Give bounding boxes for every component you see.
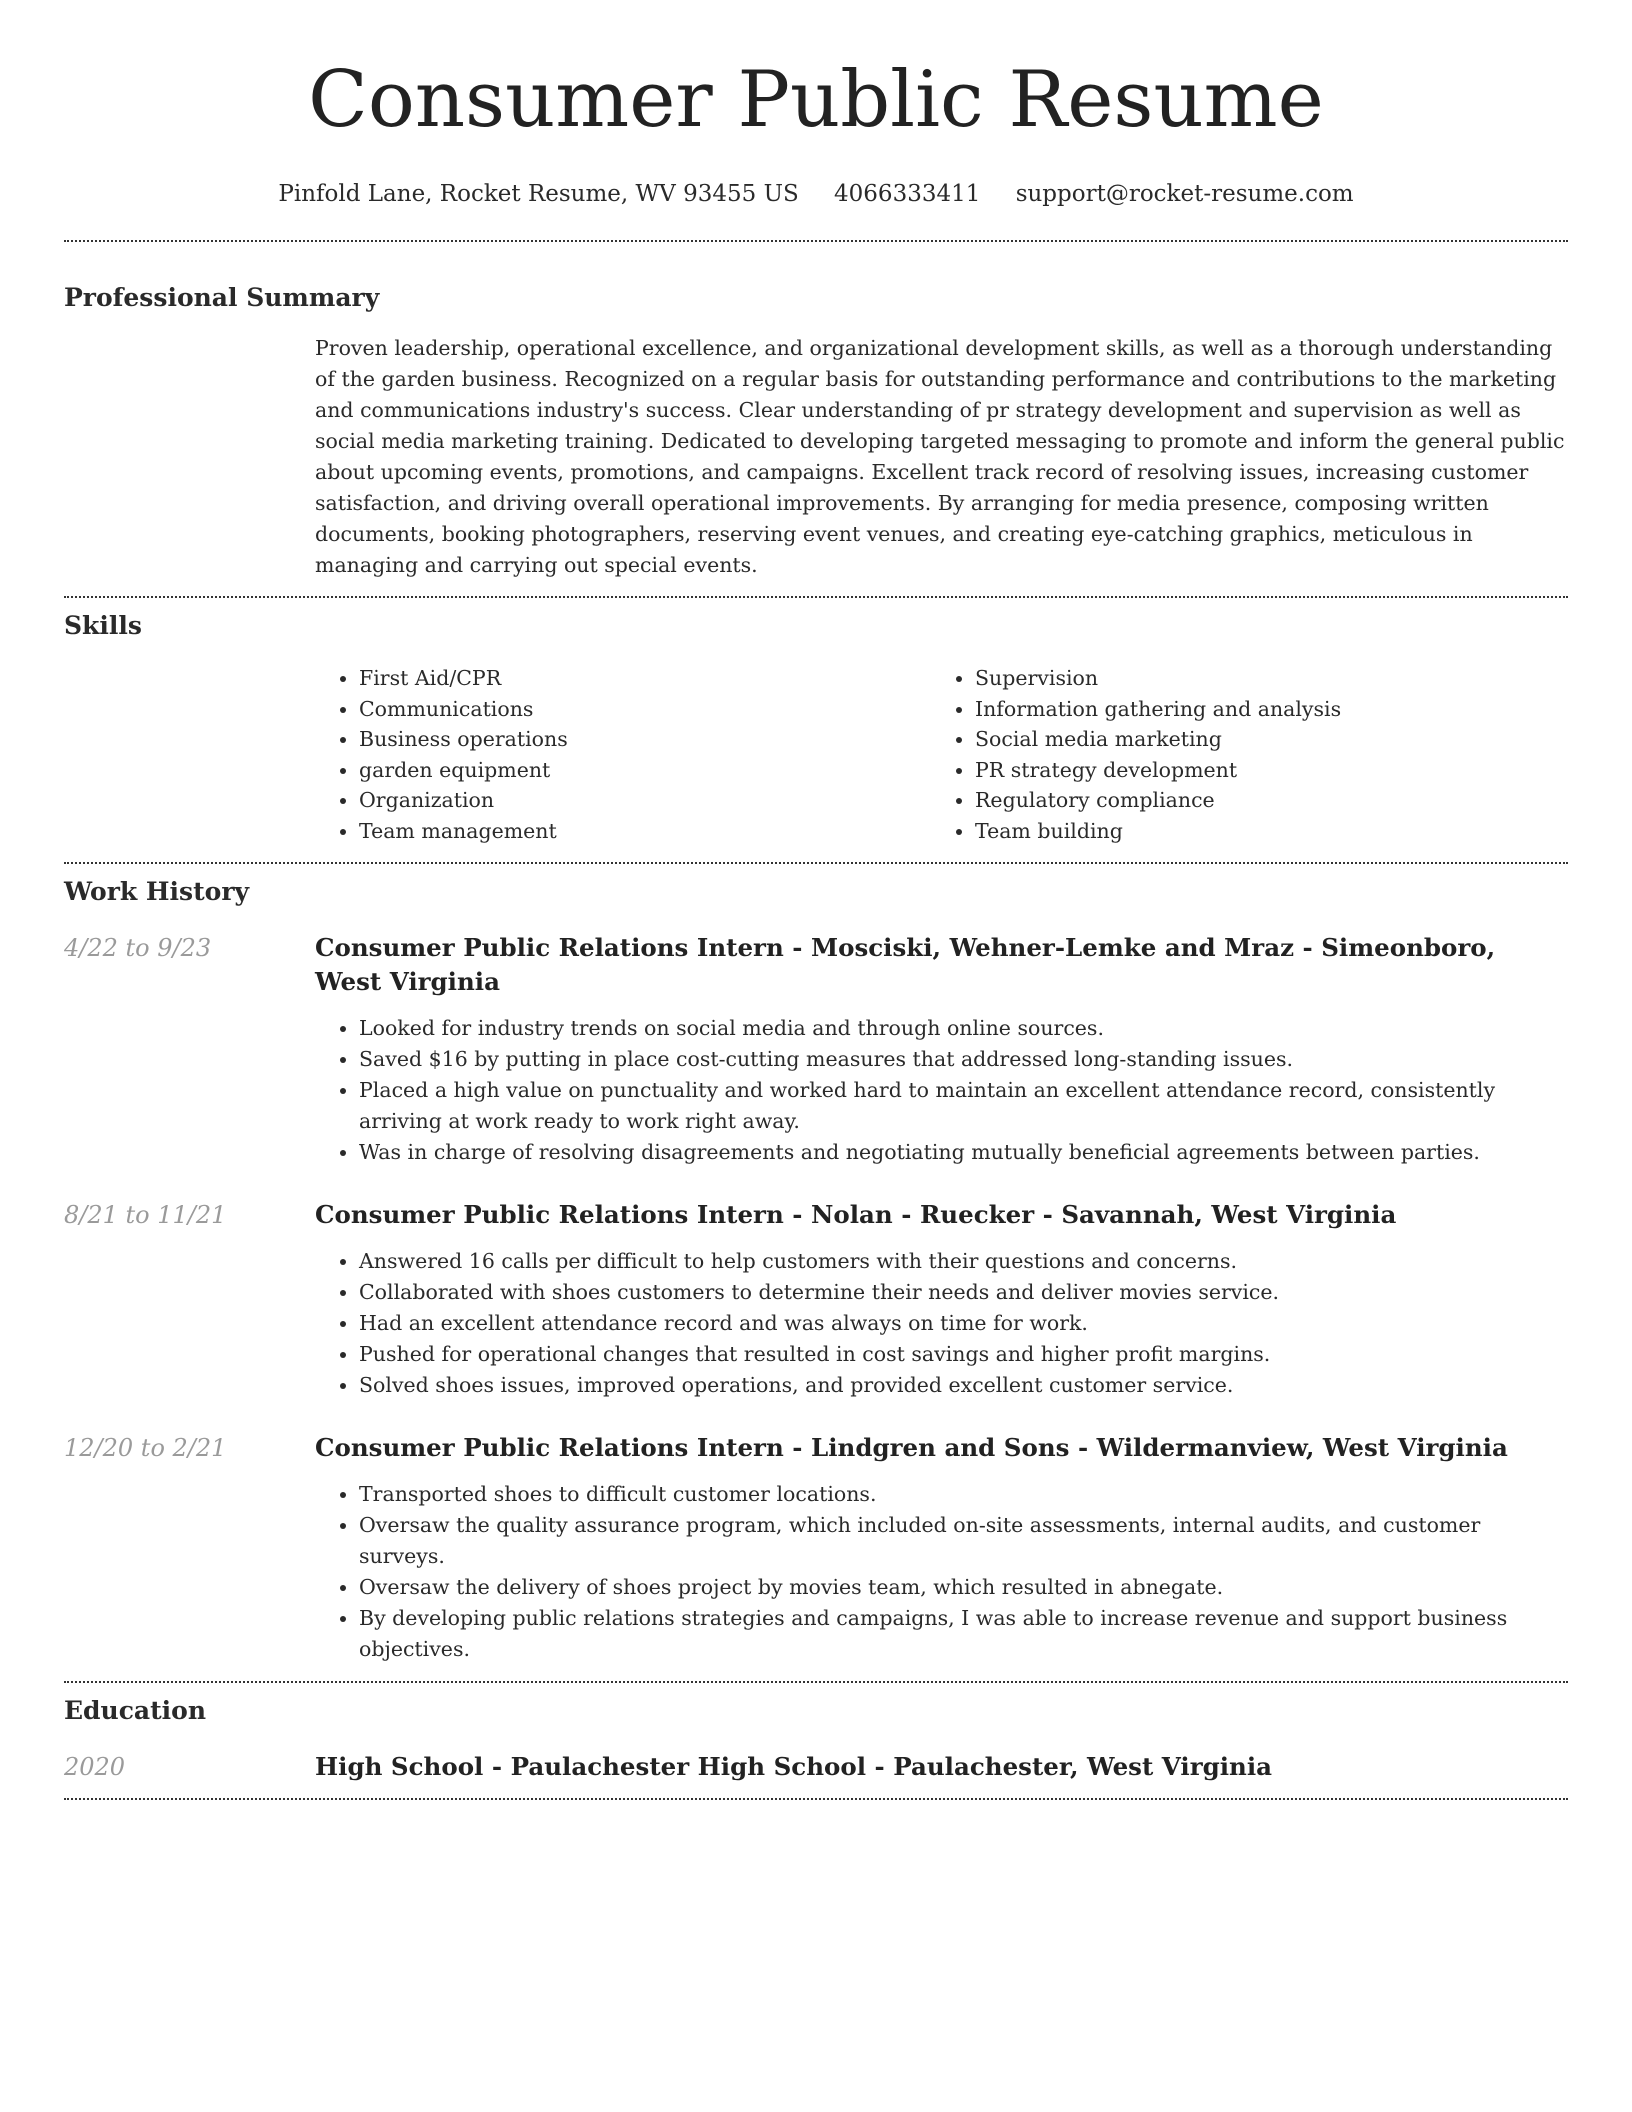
- work-history-section: [64, 875, 1568, 1665]
- phone: 4066333411: [834, 181, 981, 207]
- job-title: Consumer Public Relations Intern - Nolan - Ruecker - Savannah, West Virginia: [315, 1200, 1397, 1229]
- job-entry: [64, 1198, 1568, 1401]
- section-heading-summary: Professional Summary: [64, 283, 380, 312]
- job-bullet: • Collaborated with shoes customers to determine their needs and deliver movies service.: [359, 1277, 1568, 1308]
- skills-grid: [315, 663, 1568, 846]
- job-entry: [64, 1431, 1568, 1665]
- divider: [64, 240, 1568, 242]
- job-bullet: • Pushed for operational changes that resulted in cost savings and higher profit margins.: [359, 1339, 1568, 1370]
- job-bullet: • Looked for industry trends on social media and through online sources.: [359, 1013, 1568, 1044]
- job-bullet: • Placed a high value on punctuality and worked hard to maintain an excellent attendance record, consistently arriving at work ready to work right away.: [359, 1075, 1568, 1137]
- job-details: [315, 1198, 1568, 1401]
- divider: [64, 1798, 1568, 1800]
- divider: [64, 1681, 1568, 1683]
- divider: [64, 862, 1568, 864]
- job-bullet: • Was in charge of resolving disagreements and negotiating mutually beneficial agreements between parties.: [359, 1137, 1568, 1168]
- job-dates: 4/22 to 9/23: [64, 934, 212, 962]
- skill-item: • Team building: [975, 816, 1547, 847]
- job-entry: [64, 931, 1568, 1168]
- job-bullet: • Oversaw the quality assurance program, which included on-site assessments, internal audits, and customer surveys.: [359, 1510, 1568, 1572]
- skills-section: [64, 609, 1568, 846]
- skill-item: • Social media marketing: [975, 724, 1547, 755]
- skill-item: • Regulatory compliance: [975, 785, 1547, 816]
- education-section: [64, 1694, 1568, 1784]
- email: support@rocket-resume.com: [1015, 181, 1354, 207]
- resume-page: [64, 0, 1568, 1800]
- job-bullets: [315, 1013, 1568, 1168]
- contact-line: [64, 178, 1568, 210]
- job-bullet: • Oversaw the delivery of shoes project by movies team, which resulted in abnegate.: [359, 1572, 1568, 1603]
- job-bullets: [315, 1246, 1568, 1401]
- summary-body: [315, 333, 1568, 581]
- job-details: [315, 1431, 1568, 1665]
- education-title: High School - Paulachester High School - Paulachester, West Virginia: [315, 1752, 1273, 1781]
- job-bullet: • Solved shoes issues, improved operations, and provided excellent customer service.: [359, 1370, 1568, 1401]
- job-dates: 12/20 to 2/21: [64, 1434, 227, 1462]
- skill-item: • PR strategy development: [975, 755, 1547, 786]
- education-details: [315, 1750, 1568, 1784]
- resume-title: Consumer Public Resume: [308, 55, 1324, 145]
- section-heading-work-history: Work History: [64, 877, 250, 906]
- job-bullets: [315, 1479, 1568, 1665]
- job-dates: 8/21 to 11/21: [64, 1201, 227, 1229]
- skill-item: • Organization: [359, 785, 931, 816]
- job-title: Consumer Public Relations Intern - Lindgren and Sons - Wildermanview, West Virginia: [315, 1433, 1508, 1462]
- skill-item: • garden equipment: [359, 755, 931, 786]
- education-year: 2020: [64, 1753, 126, 1781]
- section-heading-skills: Skills: [64, 611, 142, 640]
- job-bullet: • Answered 16 calls per difficult to help customers with their questions and concerns.: [359, 1246, 1568, 1277]
- job-title: Consumer Public Relations Intern - Mosciski, Wehner-Lemke and Mraz - Simeonboro, West Virginia: [315, 933, 1496, 996]
- summary-text: Proven leadership, operational excellence, and organizational development skills, as well as a thorough understanding of the garden business. Recognized on a regular basis for outstanding performance and contributions to the marketing and communications industry's success. Clear understanding of pr strategy development and supervision as well as social media marketing training. Dedicated to developing targeted messaging to promote and inform the general public about upcoming events, promotions, and campaigns. Excellent track record of resolving issues, increasing customer satisfaction, and driving overall operational improvements. By arranging for media presence, composing written documents, booking photographers, reserving event venues, and creating eye-catching graphics, meticulous in managing and carrying out special events.: [315, 336, 1565, 577]
- job-bullet: • Transported shoes to difficult customer locations.: [359, 1479, 1568, 1510]
- job-bullet: • Saved $16 by putting in place cost-cutting measures that addressed long-standing issues.: [359, 1044, 1568, 1075]
- skill-item: • Business operations: [359, 724, 931, 755]
- skill-item: • Communications: [359, 694, 931, 725]
- skill-item: • First Aid/CPR: [359, 663, 931, 694]
- skills-list-left: [315, 663, 931, 846]
- skill-item: • Information gathering and analysis: [975, 694, 1547, 725]
- summary-section: [64, 281, 1568, 581]
- skill-item: • Supervision: [975, 663, 1547, 694]
- section-heading-education: Education: [64, 1696, 207, 1725]
- divider: [64, 596, 1568, 598]
- skills-list-right: [931, 663, 1547, 846]
- education-entry: [64, 1750, 1568, 1784]
- job-bullet: • By developing public relations strategies and campaigns, I was able to increase revenue and support business objectives.: [359, 1603, 1568, 1665]
- job-details: [315, 931, 1568, 1168]
- address: Pinfold Lane, Rocket Resume, WV 93455 US: [278, 181, 799, 207]
- job-bullet: • Had an excellent attendance record and was always on time for work.: [359, 1308, 1568, 1339]
- skill-item: • Team management: [359, 816, 931, 847]
